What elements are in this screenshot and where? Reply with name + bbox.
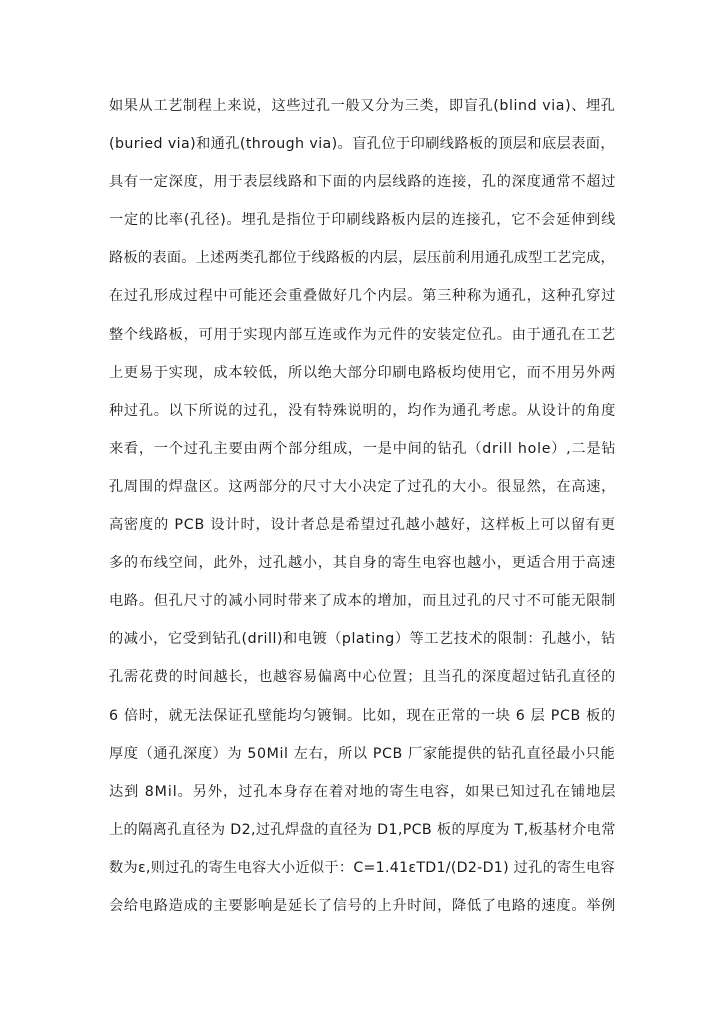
text-line: 来看，一个过孔主要由两个部分组成，一是中间的钻孔（drill hole）,二是钻 <box>109 440 617 457</box>
text-line: 一定的比率(孔径)。埋孔是指位于印刷线路板内层的连接孔，它不会延伸到线 <box>109 212 617 229</box>
text-line: 数为ε,则过孔的寄生电容大小近似于：C=1.41εTD1/(D2-D1) 过孔的寄生电容 <box>109 859 615 876</box>
text-line: 整个线路板，可用于实现内部互连或作为元件的安装定位孔。由于通孔在工艺 <box>109 326 617 343</box>
text-line: 孔周围的焊盘区。这两部分的尺寸大小决定了过孔的大小。很显然，在高速， <box>109 478 617 495</box>
text-line: 具有一定深度，用于表层线路和下面的内层线路的连接，孔的深度通常不超过 <box>109 174 617 191</box>
text-line: 电路。但孔尺寸的减小同时带来了成本的增加，而且过孔的尺寸不可能无限制 <box>109 593 617 610</box>
text-line: 上的隔离孔直径为 D2,过孔焊盘的直径为 D1,PCB 板的厚度为 T,板基材介电常 <box>109 821 616 838</box>
text-line: 路板的表面。上述两类孔都位于线路板的内层，层压前利用通孔成型工艺完成， <box>109 250 615 267</box>
body-paragraph <box>109 91 615 929</box>
text-line: 6 倍时，就无法保证孔壁能均匀镀铜。比如，现在正常的一块 6 层 PCB 板的 <box>109 707 616 724</box>
text-line: 上更易于实现，成本较低，所以绝大部分印刷电路板均使用它，而不用另外两 <box>109 364 617 381</box>
text-line: 的减小，它受到钻孔(drill)和电镀（plating）等工艺技术的限制：孔越小，钻 <box>109 631 616 648</box>
text-line: 种过孔。以下所说的过孔，没有特殊说明的，均作为通孔考虑。从设计的角度 <box>109 402 617 419</box>
text-line: (buried via)和通孔(through via)。盲孔位于印刷线路板的顶层和底层表面， <box>109 136 616 153</box>
text-line: 会给电路造成的主要影响是延长了信号的上升时间，降低了电路的速度。举例 <box>109 897 617 914</box>
text-line: 高密度的 PCB 设计时，设计者总是希望过孔越小越好，这样板上可以留有更 <box>109 517 616 534</box>
text-line: 如果从工艺制程上来说，这些过孔一般又分为三类，即盲孔(blind via)、埋孔 <box>109 98 616 114</box>
text-line: 厚度（通孔深度）为 50Mil 左右，所以 PCB 厂家能提供的钻孔直径最小只能 <box>109 745 616 762</box>
text-line: 达到 8Mil。另外，过孔本身存在着对地的寄生电容，如果已知过孔在铺地层 <box>109 783 617 800</box>
text-line: 孔需花费的时间越长，也越容易偏离中心位置；且当孔的深度超过钻孔直径的 <box>109 669 617 686</box>
text-line: 多的布线空间，此外，过孔越小，其自身的寄生电容也越小，更适合用于高速 <box>109 555 617 572</box>
text-line: 在过孔形成过程中可能还会重叠做好几个内层。第三种称为通孔，这种孔穿过 <box>109 288 617 305</box>
